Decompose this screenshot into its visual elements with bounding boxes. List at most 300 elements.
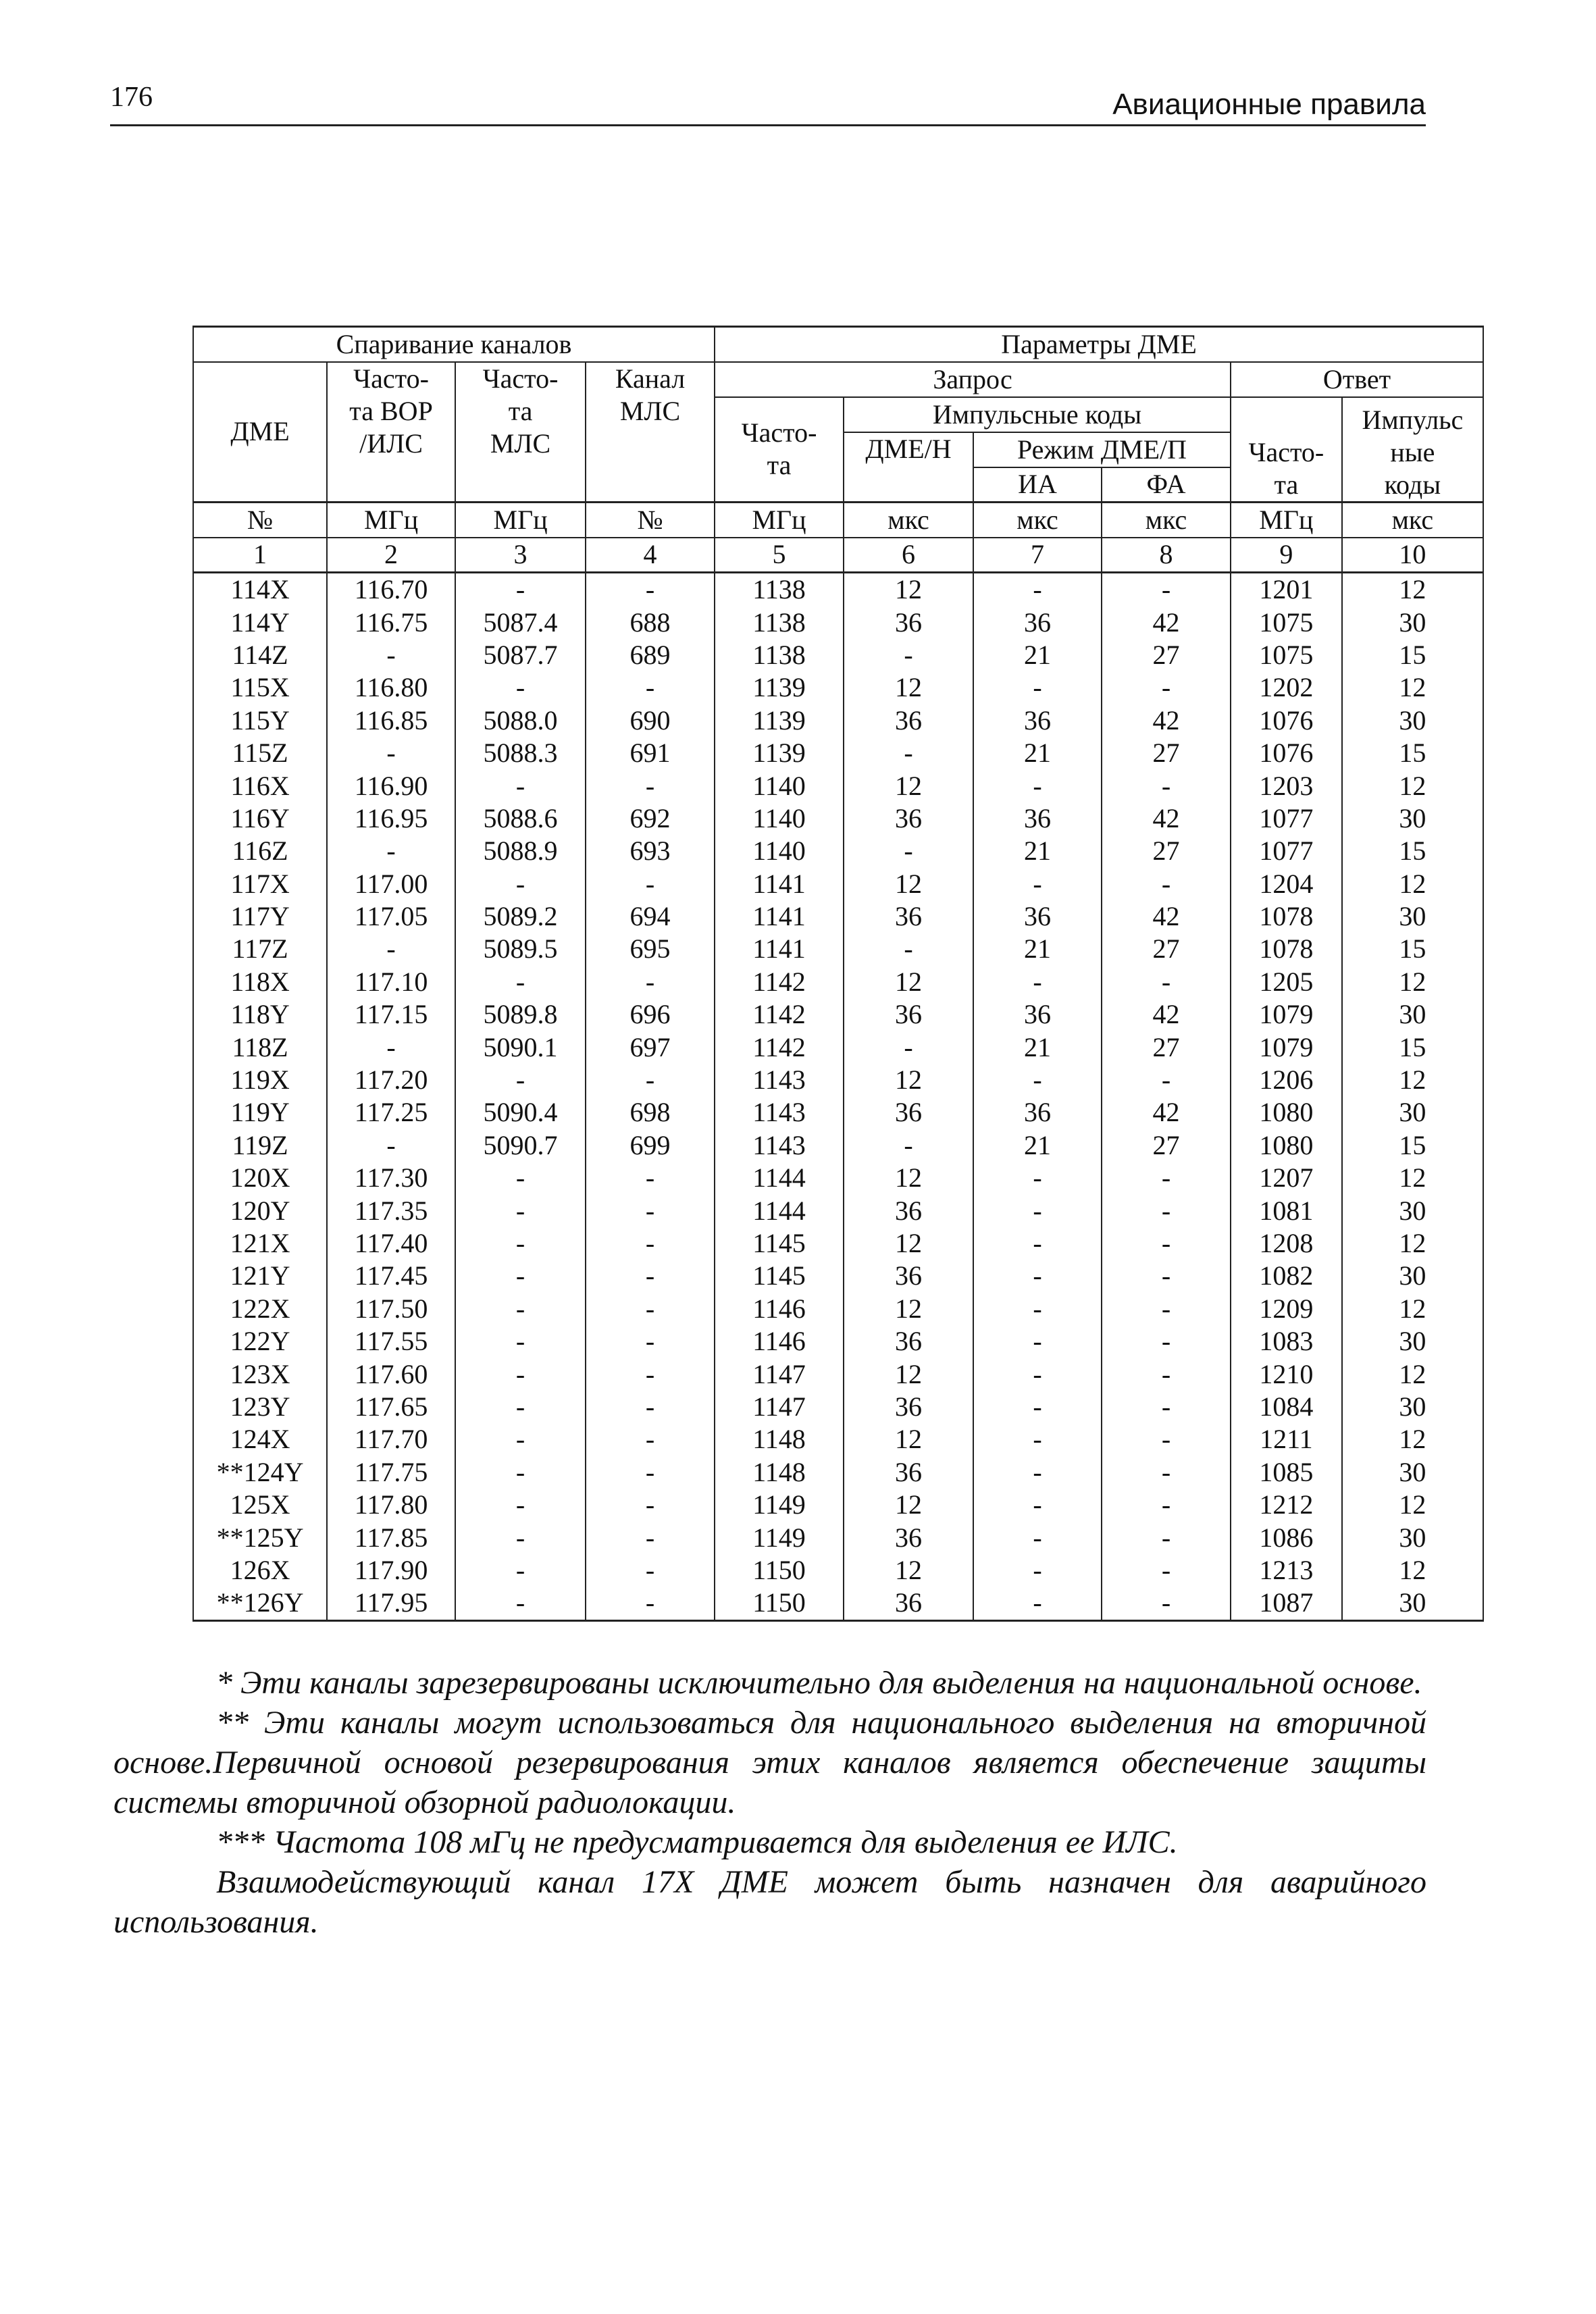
table-row bbox=[193, 1391, 1483, 1423]
table-cell: - bbox=[973, 1064, 1102, 1096]
table-cell: 30 bbox=[1342, 802, 1483, 835]
table-cell: - bbox=[1102, 966, 1231, 998]
table-cell: 117.65 bbox=[327, 1391, 455, 1423]
table-row bbox=[193, 769, 1483, 802]
table-cell: 117X bbox=[193, 868, 327, 900]
table-cell: 117.35 bbox=[327, 1194, 455, 1227]
table-cell: 117.10 bbox=[327, 966, 455, 998]
table-cell: 27 bbox=[1102, 639, 1231, 671]
table-cell: - bbox=[586, 1293, 715, 1325]
table-cell: - bbox=[586, 1162, 715, 1194]
table-cell: 1149 bbox=[715, 1521, 844, 1553]
table-row bbox=[193, 1325, 1483, 1358]
table-cell: 36 bbox=[844, 1391, 973, 1423]
column-number-cell: 1 bbox=[193, 538, 327, 573]
table-cell: 1140 bbox=[715, 802, 844, 835]
table-cell: 12 bbox=[844, 573, 973, 607]
table-cell: - bbox=[844, 1031, 973, 1063]
table-cell: 15 bbox=[1342, 1031, 1483, 1063]
table-cell: 116.70 bbox=[327, 573, 455, 607]
table-cell: 1085 bbox=[1231, 1456, 1342, 1489]
table-cell: - bbox=[844, 835, 973, 867]
table-cell: - bbox=[586, 1456, 715, 1489]
table-cell: 1144 bbox=[715, 1194, 844, 1227]
table-cell: 27 bbox=[1102, 1031, 1231, 1063]
table-cell: 1146 bbox=[715, 1325, 844, 1358]
table-cell: - bbox=[455, 1260, 586, 1292]
table-cell: 1143 bbox=[715, 1129, 844, 1162]
table-cell: 1138 bbox=[715, 573, 844, 607]
table-cell: - bbox=[327, 639, 455, 671]
table-cell: 1138 bbox=[715, 639, 844, 671]
table-cell: - bbox=[327, 737, 455, 769]
table-cell: 30 bbox=[1342, 1587, 1483, 1620]
table-cell: - bbox=[1102, 1194, 1231, 1227]
table-cell: 12 bbox=[1342, 966, 1483, 998]
table-cell: - bbox=[1102, 1587, 1231, 1620]
table-cell: 36 bbox=[973, 704, 1102, 737]
column-number-cell: 8 bbox=[1102, 538, 1231, 573]
unit-cell: мкс bbox=[973, 503, 1102, 538]
table-cell: 12 bbox=[1342, 1489, 1483, 1521]
pulse-codes-group-header: Импульсные коды bbox=[844, 397, 1231, 432]
table-row bbox=[193, 1227, 1483, 1260]
table-cell: 117.55 bbox=[327, 1325, 455, 1358]
table-cell: 119Y bbox=[193, 1096, 327, 1129]
reply-pulse-codes-header: Импульс ные коды bbox=[1342, 397, 1483, 503]
table-row bbox=[193, 671, 1483, 704]
table-row bbox=[193, 1587, 1483, 1620]
unit-cell: МГц bbox=[715, 503, 844, 538]
table-cell: - bbox=[455, 769, 586, 802]
table-cell: - bbox=[973, 1358, 1102, 1390]
table-cell: **125Y bbox=[193, 1521, 327, 1553]
table-cell: 36 bbox=[973, 1096, 1102, 1129]
fa-header: ФА bbox=[1102, 467, 1231, 503]
table-cell: - bbox=[586, 1325, 715, 1358]
table-cell: 27 bbox=[1102, 835, 1231, 867]
table-cell: 15 bbox=[1342, 639, 1483, 671]
table-cell: 115Y bbox=[193, 704, 327, 737]
table-cell: - bbox=[327, 1031, 455, 1063]
unit-cell: МГц bbox=[455, 503, 586, 538]
table-cell: 690 bbox=[586, 704, 715, 737]
table-cell: 1076 bbox=[1231, 704, 1342, 737]
table-cell: 1213 bbox=[1231, 1554, 1342, 1587]
footnote-emergency-channel: Взаимодействующий канал 17Х ДМЕ может быть назначен для аварийного использования. bbox=[113, 1864, 1426, 1940]
table-cell: 1141 bbox=[715, 900, 844, 933]
table-cell: - bbox=[1102, 1521, 1231, 1553]
reply-freq-header: Часто- та bbox=[1231, 397, 1342, 503]
table-cell: 1139 bbox=[715, 671, 844, 704]
table-cell: 116.75 bbox=[327, 606, 455, 638]
table-cell: - bbox=[455, 1325, 586, 1358]
table-cell: 1077 bbox=[1231, 835, 1342, 867]
table-cell: 692 bbox=[586, 802, 715, 835]
table-cell: - bbox=[586, 671, 715, 704]
table-cell: 12 bbox=[844, 1554, 973, 1587]
table-cell: 30 bbox=[1342, 1521, 1483, 1553]
table-cell: 691 bbox=[586, 737, 715, 769]
table-cell: 12 bbox=[844, 671, 973, 704]
table-cell: - bbox=[455, 1064, 586, 1096]
footnote-triple-star: *** Частота 108 мГц не предусматривается для выделения ее ИЛС. bbox=[216, 1824, 1178, 1860]
table-cell: - bbox=[1102, 1423, 1231, 1456]
table-row bbox=[193, 900, 1483, 933]
table-cell: 1209 bbox=[1231, 1293, 1342, 1325]
table-row bbox=[193, 639, 1483, 671]
table-cell: - bbox=[973, 1521, 1102, 1553]
table-cell: - bbox=[455, 1358, 586, 1390]
table-row bbox=[193, 1162, 1483, 1194]
table-row bbox=[193, 1358, 1483, 1390]
table-cell: 1076 bbox=[1231, 737, 1342, 769]
table-cell: 1147 bbox=[715, 1358, 844, 1390]
table-cell: - bbox=[973, 1587, 1102, 1620]
table-cell: 1080 bbox=[1231, 1096, 1342, 1129]
table-cell: 1075 bbox=[1231, 606, 1342, 638]
table-cell: 42 bbox=[1102, 704, 1231, 737]
table-cell: 119X bbox=[193, 1064, 327, 1096]
table-cell: 123Y bbox=[193, 1391, 327, 1423]
table-cell: 1081 bbox=[1231, 1194, 1342, 1227]
table-cell: - bbox=[455, 1194, 586, 1227]
table-row bbox=[193, 1129, 1483, 1162]
table-cell: - bbox=[844, 1129, 973, 1162]
table-cell: 122Y bbox=[193, 1325, 327, 1358]
table-cell: 117.20 bbox=[327, 1064, 455, 1096]
table-cell: - bbox=[973, 1554, 1102, 1587]
table-cell: - bbox=[455, 1587, 586, 1620]
table-cell: 114Z bbox=[193, 639, 327, 671]
table-row bbox=[193, 1521, 1483, 1553]
table-cell: 695 bbox=[586, 933, 715, 965]
table-cell: 117.40 bbox=[327, 1227, 455, 1260]
table-cell: - bbox=[455, 1554, 586, 1587]
table-cell: - bbox=[586, 1489, 715, 1521]
table-cell: - bbox=[1102, 671, 1231, 704]
table-cell: 1149 bbox=[715, 1489, 844, 1521]
table-cell: - bbox=[327, 933, 455, 965]
table-cell: 15 bbox=[1342, 933, 1483, 965]
table-cell: 21 bbox=[973, 639, 1102, 671]
table-cell: 12 bbox=[1342, 1227, 1483, 1260]
table-cell: 36 bbox=[844, 998, 973, 1031]
unit-cell: мкс bbox=[844, 503, 973, 538]
table-cell: 30 bbox=[1342, 1096, 1483, 1129]
table-cell: 120Y bbox=[193, 1194, 327, 1227]
table-cell: 117.70 bbox=[327, 1423, 455, 1456]
table-cell: 117.00 bbox=[327, 868, 455, 900]
table-row bbox=[193, 966, 1483, 998]
column-number-cell: 4 bbox=[586, 538, 715, 573]
table-cell: 21 bbox=[973, 737, 1102, 769]
table-row bbox=[193, 704, 1483, 737]
ia-header: ИА bbox=[973, 467, 1102, 503]
table-cell: - bbox=[586, 769, 715, 802]
table-cell: - bbox=[586, 1423, 715, 1456]
table-cell: 36 bbox=[844, 1587, 973, 1620]
table-cell: 12 bbox=[844, 1423, 973, 1456]
table-cell: 1208 bbox=[1231, 1227, 1342, 1260]
table-cell: 1082 bbox=[1231, 1260, 1342, 1292]
table-cell: - bbox=[455, 1227, 586, 1260]
table-cell: 1210 bbox=[1231, 1358, 1342, 1390]
table-cell: - bbox=[455, 671, 586, 704]
table-cell: 1078 bbox=[1231, 933, 1342, 965]
column-number-cell: 6 bbox=[844, 538, 973, 573]
table-cell: - bbox=[844, 639, 973, 671]
table-cell: - bbox=[973, 1325, 1102, 1358]
mls-freq-header: Часто- та МЛС bbox=[455, 362, 586, 503]
table-cell: 1079 bbox=[1231, 998, 1342, 1031]
table-cell: 116Y bbox=[193, 802, 327, 835]
table-cell: 42 bbox=[1102, 998, 1231, 1031]
table-cell: 21 bbox=[973, 933, 1102, 965]
table-cell: - bbox=[455, 1423, 586, 1456]
table-cell: 117.90 bbox=[327, 1554, 455, 1587]
table-cell: - bbox=[973, 769, 1102, 802]
table-cell: - bbox=[1102, 573, 1231, 607]
table-cell: 688 bbox=[586, 606, 715, 638]
table-cell: - bbox=[586, 1391, 715, 1423]
table-cell: 30 bbox=[1342, 998, 1483, 1031]
table-cell: 12 bbox=[1342, 1293, 1483, 1325]
table-cell: 5090.7 bbox=[455, 1129, 586, 1162]
table-cell: - bbox=[973, 1227, 1102, 1260]
table-row bbox=[193, 933, 1483, 965]
table-cell: 116.95 bbox=[327, 802, 455, 835]
table-cell: 5090.1 bbox=[455, 1031, 586, 1063]
table-cell: - bbox=[1102, 1293, 1231, 1325]
table-cell: 36 bbox=[844, 900, 973, 933]
mls-channel-header: Канал МЛС bbox=[586, 362, 715, 503]
table-cell: 117.50 bbox=[327, 1293, 455, 1325]
table-cell: 12 bbox=[1342, 1554, 1483, 1587]
table-cell: - bbox=[455, 1521, 586, 1553]
table-cell: - bbox=[1102, 1064, 1231, 1096]
table-cell: - bbox=[1102, 1358, 1231, 1390]
table-cell: 36 bbox=[973, 900, 1102, 933]
table-cell: - bbox=[1102, 1489, 1231, 1521]
table-cell: 117.25 bbox=[327, 1096, 455, 1129]
table-cell: 114Y bbox=[193, 606, 327, 638]
table-cell: 30 bbox=[1342, 1260, 1483, 1292]
table-cell: - bbox=[586, 1227, 715, 1260]
table-cell: 12 bbox=[844, 1227, 973, 1260]
table-cell: - bbox=[586, 1064, 715, 1096]
table-cell: 5087.7 bbox=[455, 639, 586, 671]
table-cell: 1142 bbox=[715, 1031, 844, 1063]
table-cell: 1141 bbox=[715, 933, 844, 965]
table-cell: - bbox=[455, 1162, 586, 1194]
table-cell: 42 bbox=[1102, 606, 1231, 638]
table-cell: 12 bbox=[844, 1293, 973, 1325]
table-cell: - bbox=[586, 1554, 715, 1587]
table-cell: - bbox=[844, 933, 973, 965]
table-cell: 36 bbox=[973, 998, 1102, 1031]
table-cell: 116.90 bbox=[327, 769, 455, 802]
table-cell: 30 bbox=[1342, 1391, 1483, 1423]
table-cell: 125X bbox=[193, 1489, 327, 1521]
table-row bbox=[193, 737, 1483, 769]
table-cell: 36 bbox=[844, 1325, 973, 1358]
table-cell: 30 bbox=[1342, 1194, 1483, 1227]
table-cell: 5089.8 bbox=[455, 998, 586, 1031]
table-cell: **124Y bbox=[193, 1456, 327, 1489]
table-cell: 1142 bbox=[715, 998, 844, 1031]
table-cell: 1146 bbox=[715, 1293, 844, 1325]
table-cell: 36 bbox=[844, 1456, 973, 1489]
dme-channel-table bbox=[192, 326, 1484, 1622]
table-cell: - bbox=[1102, 1162, 1231, 1194]
table-cell: 1086 bbox=[1231, 1521, 1342, 1553]
table-cell: 117.95 bbox=[327, 1587, 455, 1620]
table-cell: 12 bbox=[1342, 1162, 1483, 1194]
table-cell: 697 bbox=[586, 1031, 715, 1063]
table-cell: - bbox=[1102, 769, 1231, 802]
table-row bbox=[193, 1423, 1483, 1456]
table-cell: 117.75 bbox=[327, 1456, 455, 1489]
table-cell: 120X bbox=[193, 1162, 327, 1194]
table-cell: 12 bbox=[844, 1162, 973, 1194]
table-cell: 124X bbox=[193, 1423, 327, 1456]
footnote-single-star: * Эти каналы зарезервированы исключительно для выделения на национальной основе. bbox=[216, 1665, 1422, 1701]
table-cell: 27 bbox=[1102, 737, 1231, 769]
table-cell: - bbox=[586, 1358, 715, 1390]
table-cell: 21 bbox=[973, 1031, 1102, 1063]
table-cell: - bbox=[455, 1456, 586, 1489]
table-cell: 1203 bbox=[1231, 769, 1342, 802]
table-cell: - bbox=[586, 1260, 715, 1292]
table-cell: 27 bbox=[1102, 933, 1231, 965]
reply-group-header: Ответ bbox=[1231, 362, 1483, 397]
table-cell: 27 bbox=[1102, 1129, 1231, 1162]
table-cell: 5088.0 bbox=[455, 704, 586, 737]
table-cell: 1147 bbox=[715, 1391, 844, 1423]
table-cell: 1211 bbox=[1231, 1423, 1342, 1456]
table-cell: 1141 bbox=[715, 868, 844, 900]
table-cell: 12 bbox=[844, 966, 973, 998]
table-cell: 1207 bbox=[1231, 1162, 1342, 1194]
table-cell: 42 bbox=[1102, 1096, 1231, 1129]
table-cell: 116X bbox=[193, 769, 327, 802]
table-row bbox=[193, 802, 1483, 835]
table-cell: 117.05 bbox=[327, 900, 455, 933]
table-cell: 1075 bbox=[1231, 639, 1342, 671]
table-cell: 1144 bbox=[715, 1162, 844, 1194]
table-cell: 5088.3 bbox=[455, 737, 586, 769]
table-cell: - bbox=[1102, 1260, 1231, 1292]
running-title: Авиационные правила bbox=[1112, 88, 1426, 121]
table-cell: - bbox=[586, 1521, 715, 1553]
units-row bbox=[193, 503, 1483, 538]
table-cell: 121Y bbox=[193, 1260, 327, 1292]
page-number: 176 bbox=[110, 82, 153, 113]
table-cell: 30 bbox=[1342, 900, 1483, 933]
footnotes bbox=[113, 1663, 1426, 1942]
table-cell: - bbox=[455, 1489, 586, 1521]
table-cell: 1140 bbox=[715, 835, 844, 867]
table-row bbox=[193, 1194, 1483, 1227]
table-cell: 5089.2 bbox=[455, 900, 586, 933]
header-rule bbox=[110, 124, 1426, 126]
vor-ils-freq-header: Часто- та ВОР /ИЛС bbox=[327, 362, 455, 503]
table-cell: 21 bbox=[973, 835, 1102, 867]
table-cell: 1138 bbox=[715, 606, 844, 638]
column-number-row bbox=[193, 538, 1483, 573]
table-cell: 1084 bbox=[1231, 1391, 1342, 1423]
table-cell: 36 bbox=[973, 606, 1102, 638]
table-cell: 12 bbox=[844, 1064, 973, 1096]
column-number-cell: 2 bbox=[327, 538, 455, 573]
table-cell: 42 bbox=[1102, 900, 1231, 933]
table-cell: 1143 bbox=[715, 1096, 844, 1129]
mode-dme-p-header: Режим ДМЕ/П bbox=[973, 432, 1231, 467]
table-cell: - bbox=[973, 1456, 1102, 1489]
table-cell: 1201 bbox=[1231, 573, 1342, 607]
table-cell: 1202 bbox=[1231, 671, 1342, 704]
table-cell: - bbox=[1102, 1456, 1231, 1489]
table-cell: 123X bbox=[193, 1358, 327, 1390]
column-number-cell: 9 bbox=[1231, 538, 1342, 573]
table-cell: 117.80 bbox=[327, 1489, 455, 1521]
table-cell: 117Z bbox=[193, 933, 327, 965]
table-cell: 5088.6 bbox=[455, 802, 586, 835]
table-cell: - bbox=[586, 1587, 715, 1620]
table-cell: 1145 bbox=[715, 1260, 844, 1292]
table-cell: - bbox=[455, 868, 586, 900]
table-cell: 696 bbox=[586, 998, 715, 1031]
table-cell: 126X bbox=[193, 1554, 327, 1587]
table-cell: 1087 bbox=[1231, 1587, 1342, 1620]
unit-cell: № bbox=[193, 503, 327, 538]
table-body bbox=[193, 573, 1483, 1621]
table-cell: 116Z bbox=[193, 835, 327, 867]
table-cell: - bbox=[586, 868, 715, 900]
table-cell: 115Z bbox=[193, 737, 327, 769]
column-number-cell: 3 bbox=[455, 538, 586, 573]
table-cell: - bbox=[973, 1391, 1102, 1423]
table-cell: - bbox=[455, 1293, 586, 1325]
table-cell: 1212 bbox=[1231, 1489, 1342, 1521]
table-cell: 30 bbox=[1342, 1325, 1483, 1358]
table-cell: 30 bbox=[1342, 1456, 1483, 1489]
table-cell: - bbox=[973, 868, 1102, 900]
table-cell: 1140 bbox=[715, 769, 844, 802]
table-cell: - bbox=[327, 1129, 455, 1162]
table-row bbox=[193, 998, 1483, 1031]
table-cell: - bbox=[1102, 1554, 1231, 1587]
table-cell: - bbox=[1102, 1227, 1231, 1260]
table-cell: 5088.9 bbox=[455, 835, 586, 867]
table-cell: **126Y bbox=[193, 1587, 327, 1620]
table-cell: 699 bbox=[586, 1129, 715, 1162]
table-cell: 42 bbox=[1102, 802, 1231, 835]
table-cell: 12 bbox=[1342, 671, 1483, 704]
column-number-cell: 10 bbox=[1342, 538, 1483, 573]
table-cell: 12 bbox=[1342, 769, 1483, 802]
table-cell: - bbox=[586, 966, 715, 998]
table-cell: 698 bbox=[586, 1096, 715, 1129]
table-row bbox=[193, 835, 1483, 867]
table-cell: 1205 bbox=[1231, 966, 1342, 998]
table-cell: 36 bbox=[844, 1096, 973, 1129]
table-cell: 1078 bbox=[1231, 900, 1342, 933]
table-row bbox=[193, 1260, 1483, 1292]
table-row bbox=[193, 1456, 1483, 1489]
table-cell: 118Z bbox=[193, 1031, 327, 1063]
